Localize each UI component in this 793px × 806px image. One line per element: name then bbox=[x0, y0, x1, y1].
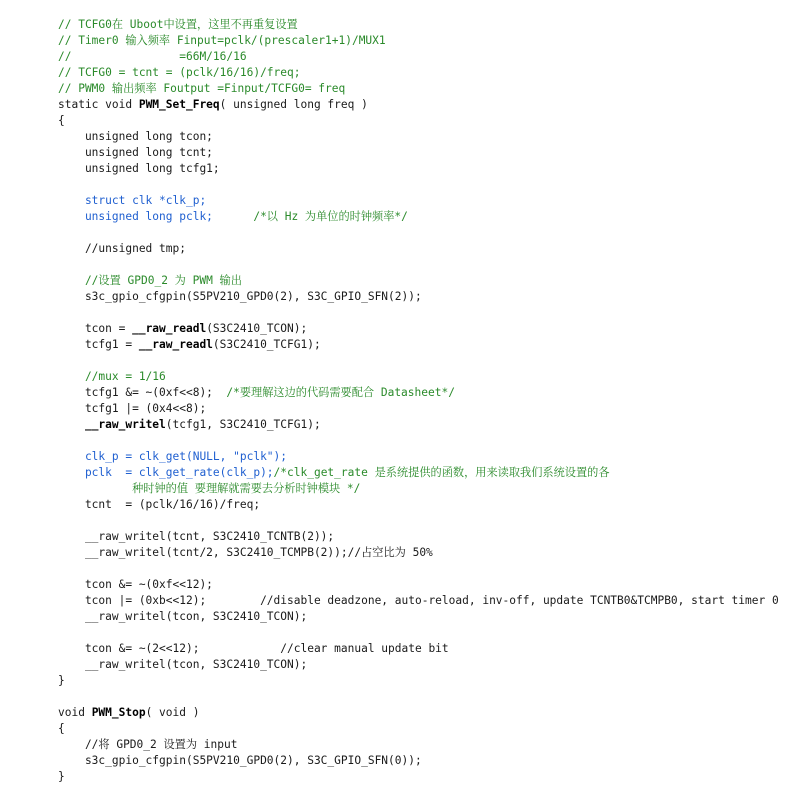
code-line bbox=[58, 641, 779, 657]
code-line bbox=[58, 673, 779, 689]
code-token: // PWM0 输出频率 Foutput =Finput/TCFG0= freq bbox=[58, 82, 346, 95]
code-token: { bbox=[58, 114, 65, 127]
code-token: pclk = clk_get_rate(clk_p); bbox=[58, 466, 274, 479]
code-token: (S3C2410_TCFG1); bbox=[212, 338, 321, 351]
code-token: //unsigned tmp; bbox=[58, 242, 186, 255]
code-token: { bbox=[58, 722, 65, 735]
code-token: tcon &= ~(0xf<<12); bbox=[58, 578, 213, 591]
code-line bbox=[58, 417, 779, 433]
code-token: ( unsigned long freq ) bbox=[219, 98, 368, 111]
code-token: /*以 Hz 为单位的时钟频率*/ bbox=[253, 210, 408, 223]
code-line bbox=[58, 113, 779, 129]
code-token: (tcfg1, S3C2410_TCFG1); bbox=[165, 418, 321, 431]
code-listing bbox=[58, 17, 779, 785]
code-line bbox=[58, 177, 779, 193]
code-token: __raw_writel(tcon, S3C2410_TCON); bbox=[58, 610, 308, 623]
code-token: // =66M/16/16 bbox=[58, 50, 247, 63]
code-line bbox=[58, 737, 779, 753]
code-line bbox=[58, 353, 779, 369]
code-token: void bbox=[58, 706, 92, 719]
code-line bbox=[58, 33, 779, 49]
code-line bbox=[58, 561, 779, 577]
code-line bbox=[58, 65, 779, 81]
code-token: __raw_writel(tcnt/2, S3C2410_TCMPB(2));//占空比为 50% bbox=[58, 546, 433, 559]
code-line bbox=[58, 129, 779, 145]
code-line bbox=[58, 369, 779, 385]
code-line bbox=[58, 529, 779, 545]
code-line bbox=[58, 753, 779, 769]
code-token: s3c_gpio_cfgpin(S5PV210_GPD0(2), S3C_GPIO_SFN(2)); bbox=[58, 290, 422, 303]
code-token: unsigned long tcnt; bbox=[58, 146, 213, 159]
code-line bbox=[58, 337, 779, 353]
code-line bbox=[58, 625, 779, 641]
code-token: __raw_readl bbox=[138, 338, 213, 351]
code-token: tcon &= ~(2<<12); //clear manual update bit bbox=[58, 642, 449, 655]
code-token: //设置 GPD0_2 为 PWM 输出 bbox=[58, 274, 242, 287]
code-token: __raw_writel(tcnt, S3C2410_TCNTB(2)); bbox=[58, 530, 335, 543]
code-token: __raw_writel bbox=[84, 418, 166, 431]
code-line bbox=[58, 209, 779, 225]
code-line bbox=[58, 497, 779, 513]
code-line bbox=[58, 769, 779, 785]
code-line bbox=[58, 689, 779, 705]
code-line bbox=[58, 433, 779, 449]
code-token: unsigned long tcon; bbox=[58, 130, 213, 143]
code-line bbox=[58, 145, 779, 161]
code-line bbox=[58, 161, 779, 177]
code-token: tcfg1 = bbox=[58, 338, 139, 351]
code-line bbox=[58, 321, 779, 337]
code-token: tcfg1 |= (0x4<<8); bbox=[58, 402, 207, 415]
code-line bbox=[58, 545, 779, 561]
code-line bbox=[58, 657, 779, 673]
code-token: __raw_writel(tcon, S3C2410_TCON); bbox=[58, 658, 308, 671]
code-line bbox=[58, 465, 779, 481]
code-line bbox=[58, 513, 779, 529]
code-token: tcnt = (pclk/16/16)/freq; bbox=[58, 498, 261, 511]
code-token: unsigned long pclk; bbox=[58, 210, 254, 223]
code-token: /*要理解这边的代码需要配合 Datasheet*/ bbox=[226, 386, 455, 399]
code-token: /*clk_get_rate 是系统提供的函数，用来读取我们系统设置的各 bbox=[273, 466, 610, 479]
code-token: 种时钟的值 要理解就需要去分析时钟模块 */ bbox=[58, 482, 361, 495]
code-line bbox=[58, 241, 779, 257]
code-line bbox=[58, 705, 779, 721]
code-token: // TCFG0在 Uboot中设置，这里不再重复设置 bbox=[58, 18, 298, 31]
code-token: s3c_gpio_cfgpin(S5PV210_GPD0(2), S3C_GPIO_SFN(0)); bbox=[58, 754, 422, 767]
code-line bbox=[58, 97, 779, 113]
code-line bbox=[58, 49, 779, 65]
code-token: __raw_readl bbox=[132, 322, 207, 335]
code-line bbox=[58, 81, 779, 97]
code-token: tcon |= (0xb<<12); //disable deadzone, auto-reload, inv-off, update TCNTB0&TCMPB0, start timer 0 bbox=[58, 594, 779, 607]
code-token: unsigned long tcfg1; bbox=[58, 162, 220, 175]
code-line bbox=[58, 577, 779, 593]
code-line bbox=[58, 225, 779, 241]
code-token: //mux = 1/16 bbox=[58, 370, 166, 383]
code-token: //将 GPD0_2 设置为 input bbox=[58, 738, 238, 751]
code-token: // Timer0 输入频率 Finput=pclk/(prescaler1+1)/MUX1 bbox=[58, 34, 386, 47]
code-line bbox=[58, 385, 779, 401]
code-line bbox=[58, 609, 779, 625]
code-line bbox=[58, 449, 779, 465]
code-line bbox=[58, 273, 779, 289]
code-line bbox=[58, 401, 779, 417]
code-token: (S3C2410_TCON); bbox=[206, 322, 308, 335]
code-line bbox=[58, 721, 779, 737]
code-line bbox=[58, 593, 779, 609]
code-token bbox=[58, 418, 85, 431]
code-token: clk_p = clk_get(NULL, "pclk"); bbox=[58, 450, 288, 463]
code-token: ( void ) bbox=[145, 706, 200, 719]
code-token: PWM_Stop bbox=[91, 706, 146, 719]
code-line bbox=[58, 17, 779, 33]
code-token: PWM_Set_Freq bbox=[138, 98, 220, 111]
code-token: struct clk *clk_p; bbox=[58, 194, 207, 207]
code-token: tcfg1 &= ~(0xf<<8); bbox=[58, 386, 227, 399]
code-line bbox=[58, 289, 779, 305]
code-token: } bbox=[58, 674, 65, 687]
code-line bbox=[58, 257, 779, 273]
code-line bbox=[58, 305, 779, 321]
code-token: tcon = bbox=[58, 322, 133, 335]
code-line bbox=[58, 481, 779, 497]
code-line bbox=[58, 193, 779, 209]
code-token: // TCFG0 = tcnt = (pclk/16/16)/freq; bbox=[58, 66, 301, 79]
code-token: static void bbox=[58, 98, 139, 111]
code-token: } bbox=[58, 770, 65, 783]
